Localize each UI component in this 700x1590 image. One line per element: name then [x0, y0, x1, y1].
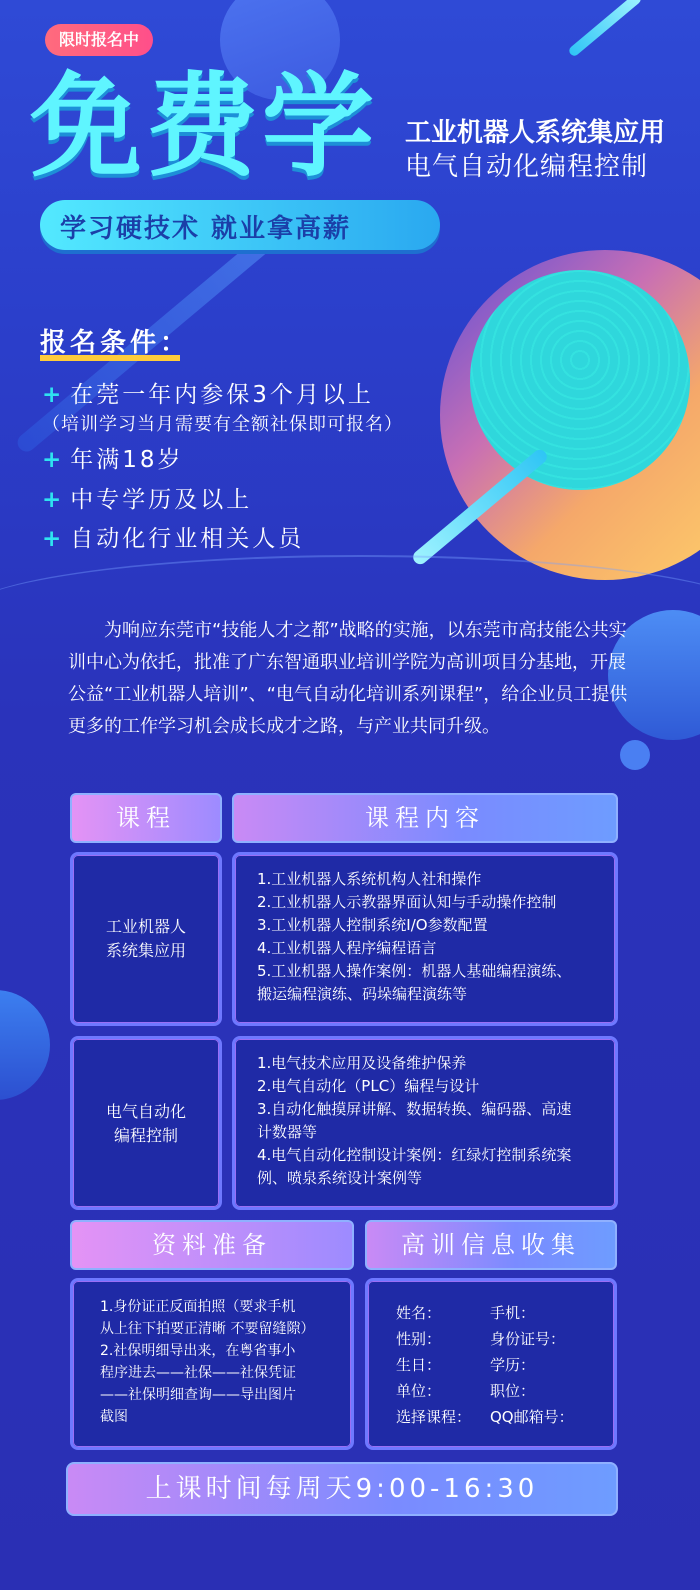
field-label-education: 学历： [490, 1356, 536, 1374]
slogan: 学习硬技术 就业拿高薪 [60, 214, 352, 244]
field-label-birthday: 生日： [396, 1356, 442, 1374]
plus-icon: + [42, 447, 65, 473]
decor-orb [0, 990, 50, 1100]
condition-item: + 中专学历及以上 [42, 487, 253, 513]
condition-item: + 自动化行业相关人员 [42, 526, 305, 552]
field-label-course: 选择课程： [396, 1408, 472, 1426]
field-label-qq-email: QQ邮箱号： [490, 1408, 574, 1426]
plus-icon: + [42, 487, 65, 513]
class-time-banner: 上课时间每周天9:00-16:30 [66, 1462, 618, 1516]
course-name: 工业机器人 系统集应用 [105, 917, 186, 960]
condition-item: + 年满18岁 [42, 447, 184, 473]
plus-icon: + [42, 526, 65, 552]
materials-header: 资料准备 [70, 1220, 354, 1270]
intro-paragraph: 为响应东莞市“技能人才之都”战略的实施，以东莞市高技能公共实训中心为依托，批准了广东智通职业培训学院为高训项目分基地，开展公益“工业机器人培训”、“电气自动化培训系列课程”，给企业员工提供更多的工作学习机会成长成才之路，与产业共同升级。 [68, 620, 628, 737]
materials-list: 1.身份证正反面拍照（要求手机 从上往下拍要正清晰 不要留缝隙） 2.社保明细导出来，在粤省事小 程序进去——社保——社保凭证 ——社保明细查询——导出图片 截图 [100, 1299, 315, 1425]
decor-streak [567, 0, 642, 58]
info-fields-right [490, 1300, 574, 1430]
course-content-header: 课程内容 [232, 793, 618, 843]
decor-orb [620, 740, 650, 770]
field-label-name: 姓名： [396, 1304, 442, 1322]
field-label-company: 单位： [396, 1382, 442, 1400]
course-header: 课程 [70, 793, 222, 843]
conditions-title: 报名条件： [40, 328, 191, 358]
course-content-list: 1.工业机器人系统机构人社和操作 2.工业机器人示教器界面认知与手动操作控制 3.工业机器人控制系统I/O参数配置 4.工业机器人程序编程语言 5.工业机器人操作案例：机器人基础编程演练、 搬运编程演练、码垛编程演练等 [257, 870, 572, 1003]
decor-planet-rings [470, 270, 690, 490]
course-name: 电气自动化 编程控制 [105, 1102, 186, 1145]
condition-item: + 在莞一年内参保3个月以上 [42, 382, 374, 408]
field-label-phone: 手机： [490, 1304, 536, 1322]
course-content-list: 1.电气技术应用及设备维护保养 2.电气自动化（PLC）编程与设计 3.自动化触摸屏讲解、数据转换、编码器、高速 计数器等 4.电气自动化控制设计案例：红绿灯控制系统案 例、喷泉系统设计案例等 [257, 1054, 572, 1187]
info-header: 高训信息收集 [365, 1220, 617, 1270]
condition-note: （培训学习当月需要有全额社保即可报名） [42, 414, 403, 435]
field-label-position: 职位： [490, 1382, 536, 1400]
subtitle-line-2: 电气自动化编程控制 [405, 152, 649, 182]
subtitle-line-1: 工业机器人系统集应用 [405, 118, 666, 148]
hero-title: 免费学 [30, 62, 378, 192]
limited-signup-badge: 限时报名中 [45, 24, 153, 56]
field-label-id: 身份证号： [490, 1330, 566, 1348]
info-fields-left [396, 1300, 471, 1430]
field-label-gender: 性别： [396, 1330, 442, 1348]
plus-icon: + [42, 382, 65, 408]
